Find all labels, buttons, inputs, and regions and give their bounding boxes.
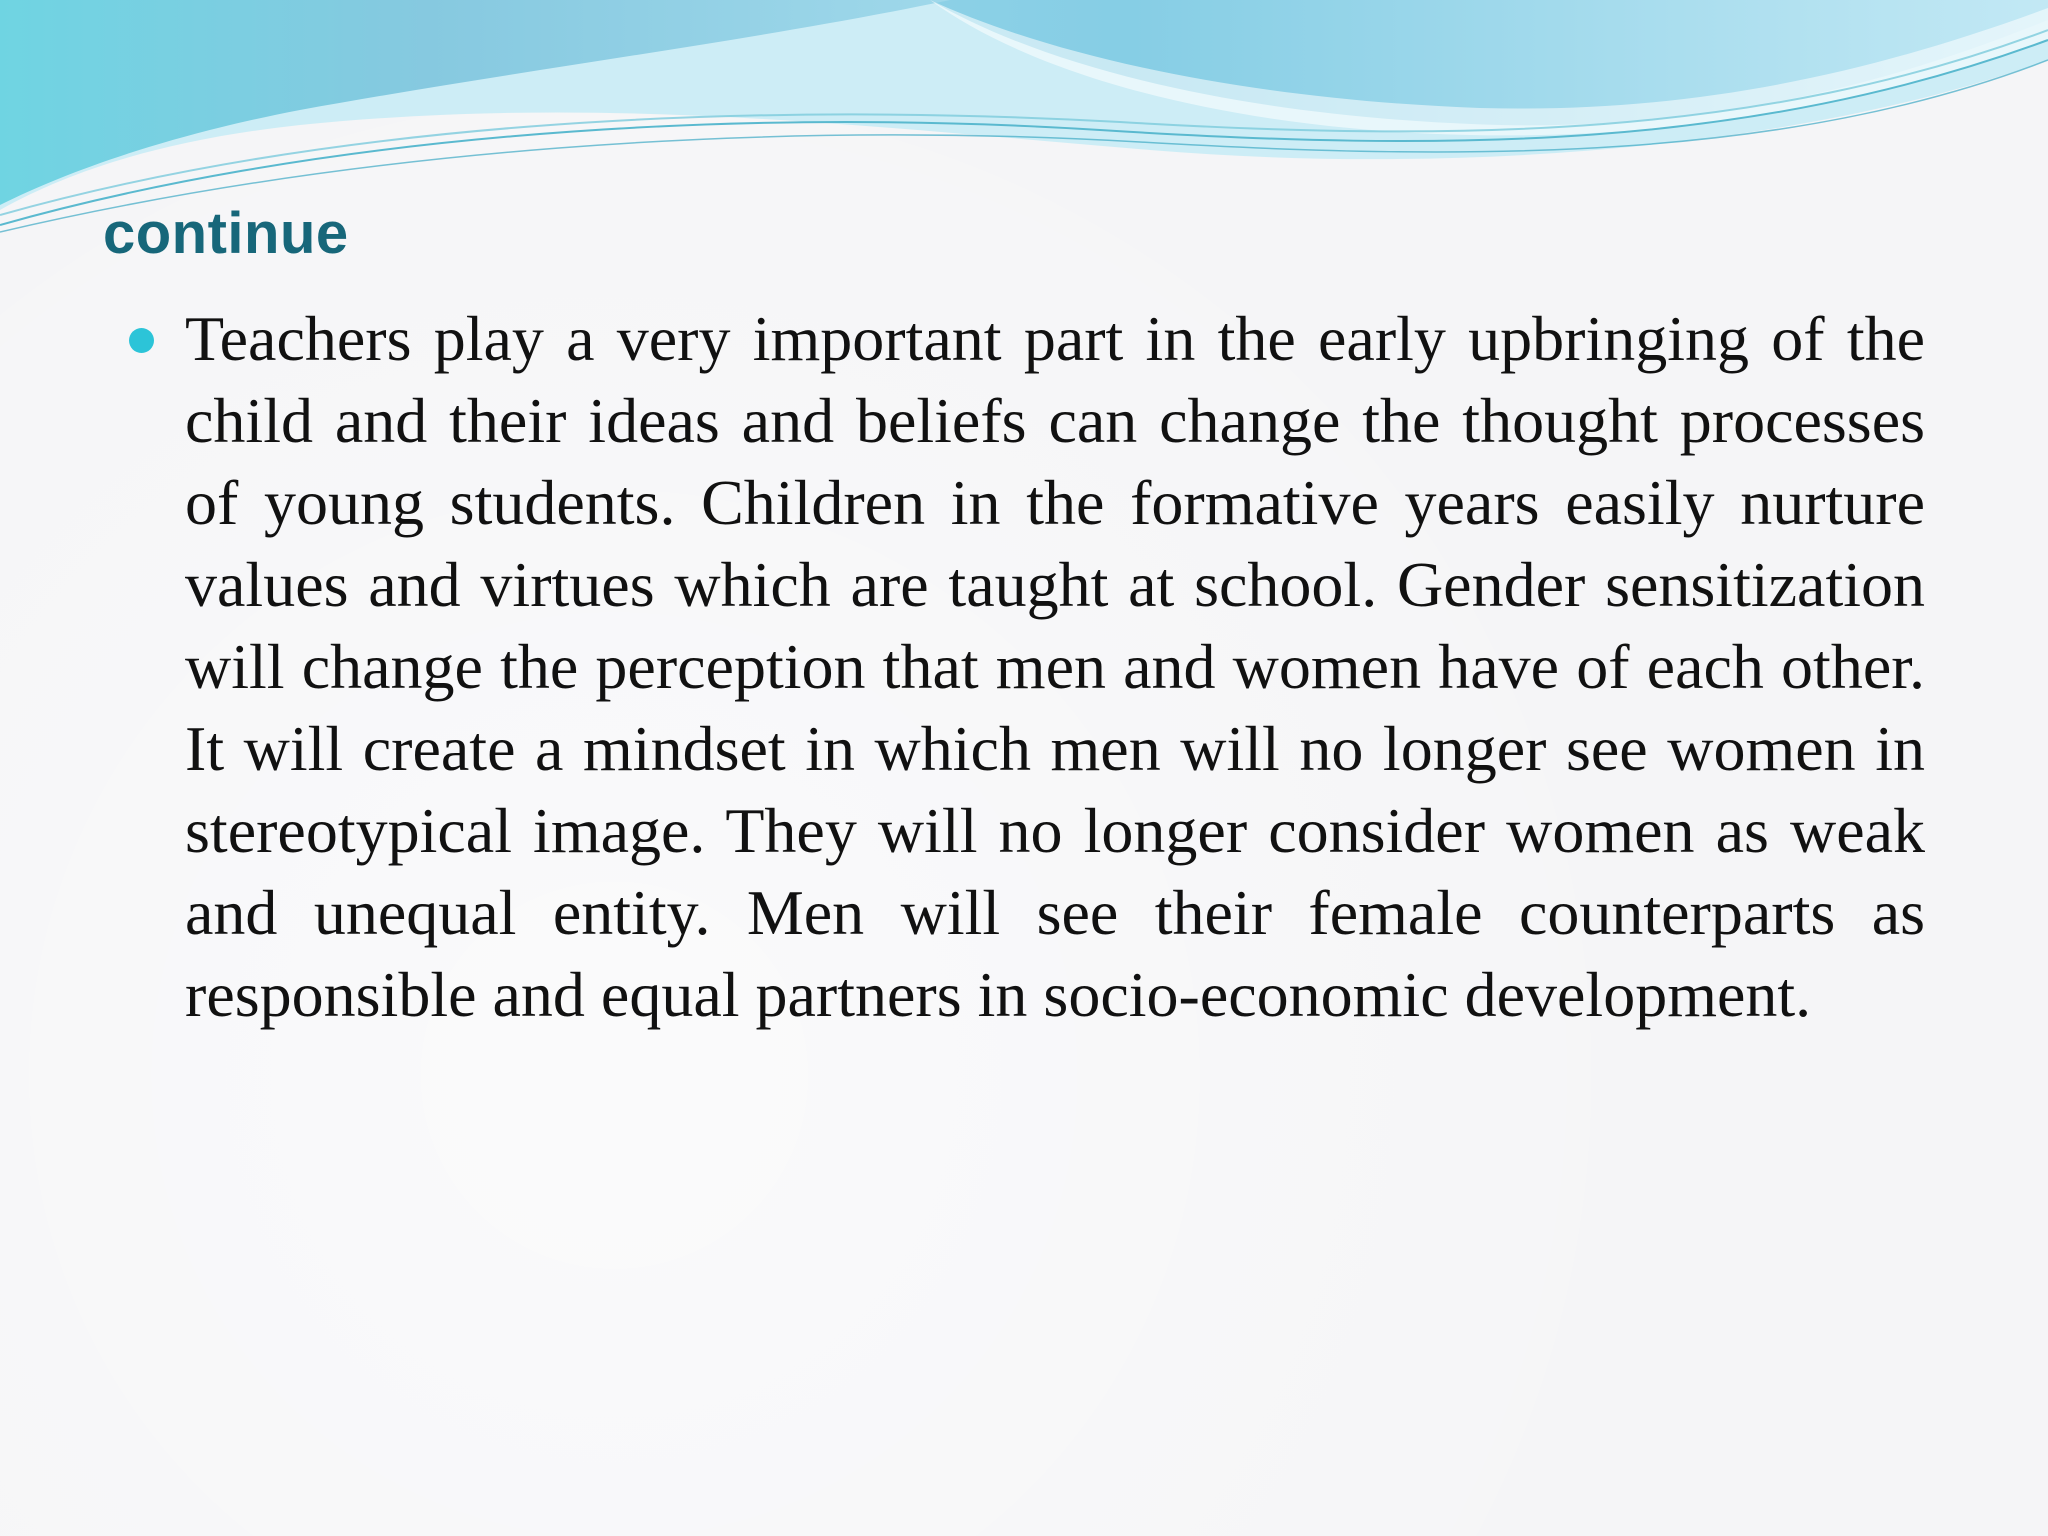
bullet-text: Teachers play a very important part in the early upbringing of the child and their ideas and beliefs can change the thought processes of young students. Children in the formative years easily nurture values and virtues which are taught at school. Gender sensitization will change the perception that men and women have of each other. It will create a mindset in which men will no longer see women in stereotypical image. They will no longer consider women as weak and unequal entity. Men will see their female counterparts as responsible and equal partners in socio-economic development. (185, 303, 1925, 1030)
bullet-dot-icon (129, 328, 154, 353)
slide-title: continue (103, 201, 349, 266)
